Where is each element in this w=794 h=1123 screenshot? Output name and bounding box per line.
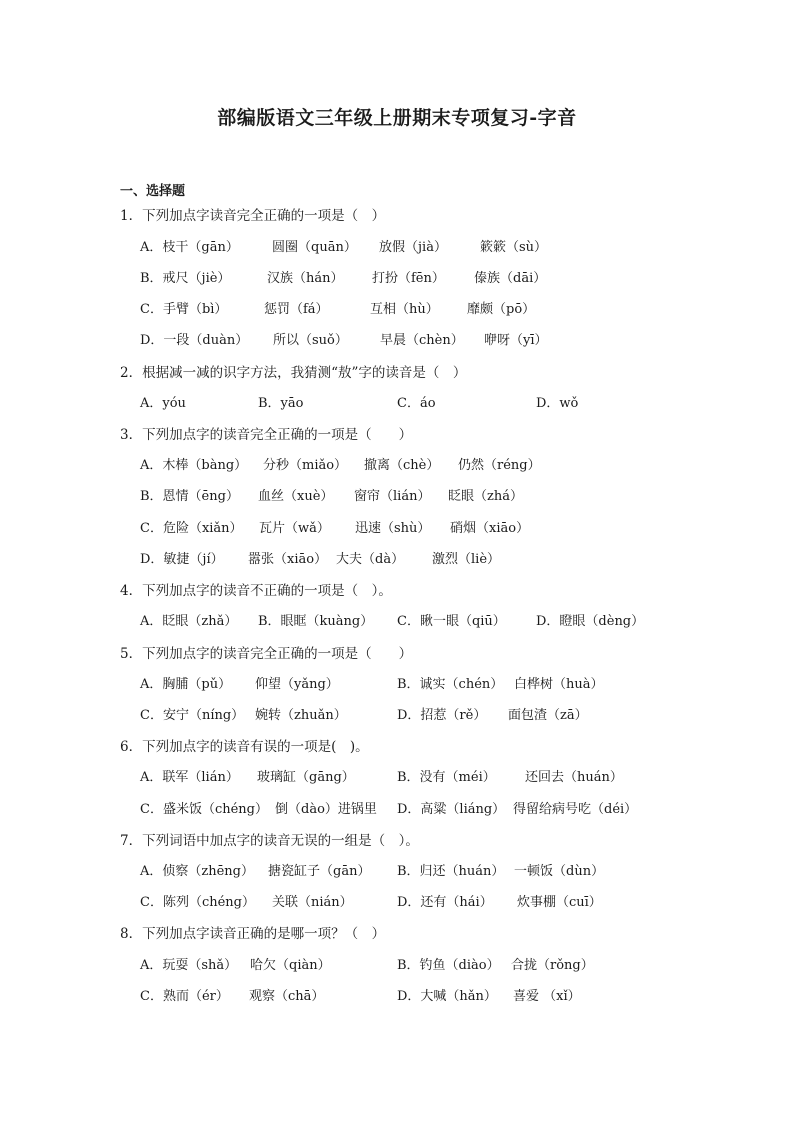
option-text: 汉族（hán）: [267, 271, 344, 286]
option-text: C．áo: [397, 396, 436, 411]
option-text: 炊事棚（cuī）: [517, 895, 602, 910]
option-text: C．瞅一眼（qiū）: [397, 614, 506, 629]
option-text: D．wǒ: [536, 396, 579, 411]
option-text: 眨眼（zhá）: [448, 489, 523, 504]
option-text: D．高粱（liáng）: [397, 802, 506, 817]
question-stem-3: 3．下列加点字的读音完全正确的一项是（ ）: [120, 427, 413, 443]
option-text: D．一段（duàn）: [140, 333, 249, 348]
option-text: 面包渣（zā）: [508, 708, 588, 723]
question-stem-6: 6．下列加点字的读音有误的一项是( )。: [120, 739, 369, 755]
option-text: B．眼眶（kuàng）: [258, 614, 374, 629]
option-text: B．归还（huán）: [397, 864, 505, 879]
option-text: 一顿饭（dùn）: [514, 864, 605, 879]
option-text: A．玩耍（shǎ）: [140, 958, 238, 973]
option-text: 喜爱 （xǐ）: [513, 989, 581, 1004]
option-text: A．胸脯（pǔ）: [140, 677, 232, 692]
option-text: 得留给病号吃（déi）: [513, 802, 638, 817]
option-text: 哈欠（qiàn）: [250, 958, 331, 973]
question-stem-5: 5．下列加点字的读音完全正确的一项是（ ）: [120, 646, 413, 662]
option-text: 血丝（xuè）: [258, 489, 334, 504]
option-text: D．敏捷（jí）: [140, 552, 224, 567]
option-text: 惩罚（fá）: [264, 302, 329, 317]
option-text: 靡颇（pō）: [467, 302, 536, 317]
option-text: A．眨眼（zhǎ）: [140, 614, 238, 629]
question-stem-2: 2．根据减一减的识字方法，我猜测“敖”字的读音是（ ）: [120, 365, 467, 381]
section-heading: 一、选择题: [120, 184, 186, 199]
option-text: 互相（hù）: [370, 302, 439, 317]
option-text: 硝烟（xiāo）: [450, 521, 530, 536]
question-stem-7: 7．下列词语中加点字的读音无误的一组是（ ）。: [120, 833, 419, 849]
option-text: 嚣张（xiāo）: [248, 552, 328, 567]
option-text: 大夫（dà）: [336, 552, 405, 567]
option-text: 婉转（zhuǎn）: [255, 708, 347, 723]
question-stem-8: 8．下列加点字读音正确的是哪一项？（ ）: [120, 926, 386, 942]
option-text: 放假（jià）: [379, 240, 447, 255]
page-title: 部编版语文三年级上册期末专项复习-字音: [217, 107, 577, 129]
option-text: 玻璃缸（gāng）: [257, 770, 355, 785]
option-text: C．盛米饭（chéng）: [140, 802, 268, 817]
option-text: 倒（dào）进锅里: [275, 802, 377, 817]
option-text: 簌簌（sù）: [480, 240, 548, 255]
option-text: 分秒（miǎo）: [263, 458, 348, 473]
option-text: B．钓鱼（diào）: [397, 958, 500, 973]
option-text: 激烈（liè）: [432, 552, 501, 567]
option-text: 瓦片（wǎ）: [259, 521, 330, 536]
option-text: A．枝干（gān）: [140, 240, 239, 255]
option-text: C．熟而（ér）: [140, 989, 229, 1004]
option-text: 所以（suǒ）: [273, 333, 348, 348]
option-text: D．大喊（hǎn）: [397, 989, 497, 1004]
option-text: C．陈列（chéng）: [140, 895, 255, 910]
option-text: D．瞪眼（dèng）: [536, 614, 645, 629]
option-text: D．还有（hái）: [397, 895, 493, 910]
option-text: 圆圈（quān）: [272, 240, 357, 255]
option-text: 打扮（fēn）: [372, 271, 445, 286]
option-text: 仍然（réng）: [458, 458, 541, 473]
option-text: B．戒尺（jiè）: [140, 271, 231, 286]
option-text: C．手臂（bì）: [140, 302, 228, 317]
option-text: B．没有（méi）: [397, 770, 496, 785]
option-text: B．诚实（chén）: [397, 677, 504, 692]
option-text: 还回去（huán）: [525, 770, 623, 785]
option-text: A．联军（lián）: [140, 770, 239, 785]
option-text: 傣族（dāi）: [474, 271, 547, 286]
option-text: B．yāo: [258, 396, 304, 411]
option-text: 观察（chā）: [249, 989, 325, 1004]
option-text: C．危险（xiǎn）: [140, 521, 243, 536]
option-text: D．招惹（rě）: [397, 708, 487, 723]
question-stem-1: 1．下列加点字读音完全正确的一项是（ ）: [120, 208, 386, 224]
option-text: 白桦树（huà）: [514, 677, 604, 692]
option-text: 关联（nián）: [272, 895, 353, 910]
option-text: A．侦察（zhēng）: [140, 864, 254, 879]
option-text: C．安宁（níng）: [140, 708, 245, 723]
option-text: 仰望（yǎng）: [255, 677, 339, 692]
option-text: 合拢（rǒng）: [511, 958, 594, 973]
option-text: 窗帘（lián）: [354, 489, 431, 504]
question-stem-4: 4．下列加点字的读音不正确的一项是（ ）。: [120, 583, 392, 599]
option-text: A．木棒（bàng）: [140, 458, 248, 473]
option-text: 咿呀（yī）: [484, 333, 548, 348]
option-text: 早晨（chèn）: [380, 333, 464, 348]
option-text: A．yóu: [140, 396, 186, 411]
option-text: 迅速（shù）: [355, 521, 431, 536]
option-text: 撤离（chè）: [364, 458, 440, 473]
option-text: 搪瓷缸子（gān）: [268, 864, 371, 879]
option-text: B．恩情（ēng）: [140, 489, 239, 504]
